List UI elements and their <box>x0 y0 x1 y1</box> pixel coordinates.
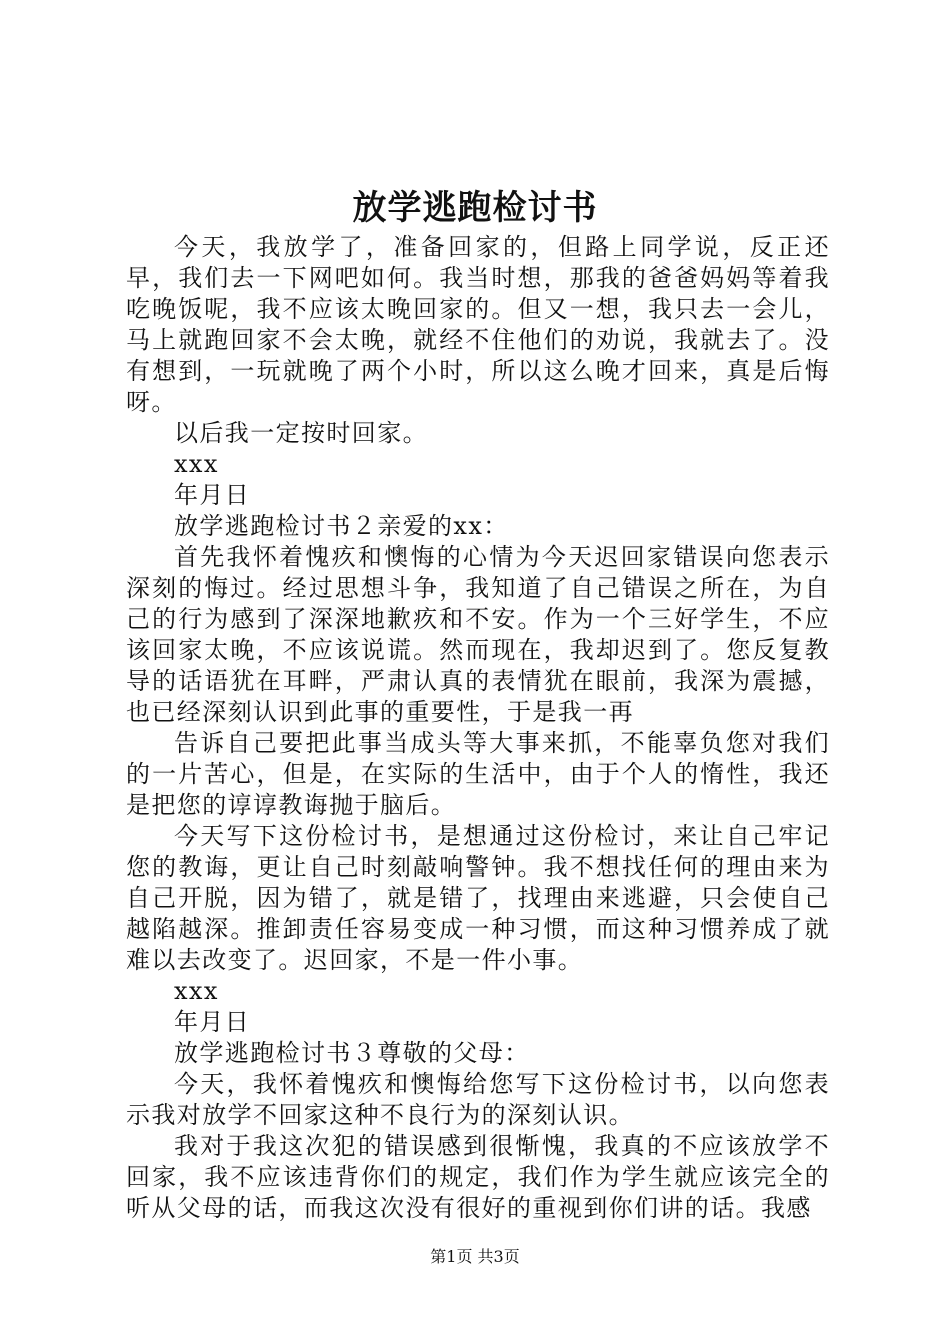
signature-date: 年月日 <box>174 1008 251 1036</box>
paragraph: 今天，我怀着愧疚和懊悔给您写下这份检讨书，以向您表示我对放学不回家这种不良行为的深刻认识。 <box>126 1070 830 1129</box>
paragraph: 今天，我放学了，准备回家的，但路上同学说，反正还早，我们去一下网吧如何。我当时想，那我的爸爸妈妈等着我吃晚饭呢，我不应该太晚回家的。但又一想，我只去一会儿，马上就跑回家不会太晚，就经不住他们的劝说，我就去了。没有想到，一玩就晚了两个小时，所以这么晚才回来，真是后悔呀。 <box>126 233 830 416</box>
signature-name: xxx <box>174 977 219 1005</box>
paragraph: 首先我怀着愧疚和懊悔的心情为今天迟回家错误向您表示深刻的悔过。经过思想斗争，我知道了自己错误之所在，为自己的行为感到了深深地歉疚和不安。作为一个三好学生，不应该回家太晚，不应该说谎。然而现在，我却迟到了。您反复教导的话语犹在耳畔，严肃认真的表情犹在眼前，我深为震撼，也已经深刻认识到此事的重要性，于是我一再 <box>126 543 830 726</box>
paragraph: 我对于我这次犯的错误感到很惭愧，我真的不应该放学不回家，我不应该违背你们的规定，我们作为学生就应该完全的听从父母的话，而我这次没有很好的重视到你们讲的话。我感 <box>126 1132 830 1222</box>
page-footer: 第1页 共3页 <box>430 1247 520 1266</box>
section-heading: 放学逃跑检讨书３尊敬的父母： <box>174 1039 530 1067</box>
document-body <box>126 232 830 1224</box>
signature-date: 年月日 <box>174 481 251 509</box>
paragraph: 今天写下这份检讨书，是想通过这份检讨，来让自己牢记您的教诲，更让自己时刻敲响警钟。我不想找任何的理由来为自己开脱，因为错了，就是错了，找理由来逃避，只会使自己越陷越深。推卸责任容易变成一种习惯，而这种习惯养成了就难以去改变了。迟回家，不是一件小事。 <box>126 822 830 974</box>
paragraph: 告诉自己要把此事当成头等大事来抓，不能辜负您对我们的一片苦心，但是，在实际的生活中，由于个人的惰性，我还是把您的谆谆教诲抛于脑后。 <box>126 729 830 819</box>
document-title: 放学逃跑检讨书 <box>352 188 598 228</box>
section-heading: 放学逃跑检讨书２亲爱的xx： <box>174 512 509 540</box>
paragraph: 以后我一定按时回家。 <box>174 419 428 447</box>
signature-name: xxx <box>174 450 219 478</box>
